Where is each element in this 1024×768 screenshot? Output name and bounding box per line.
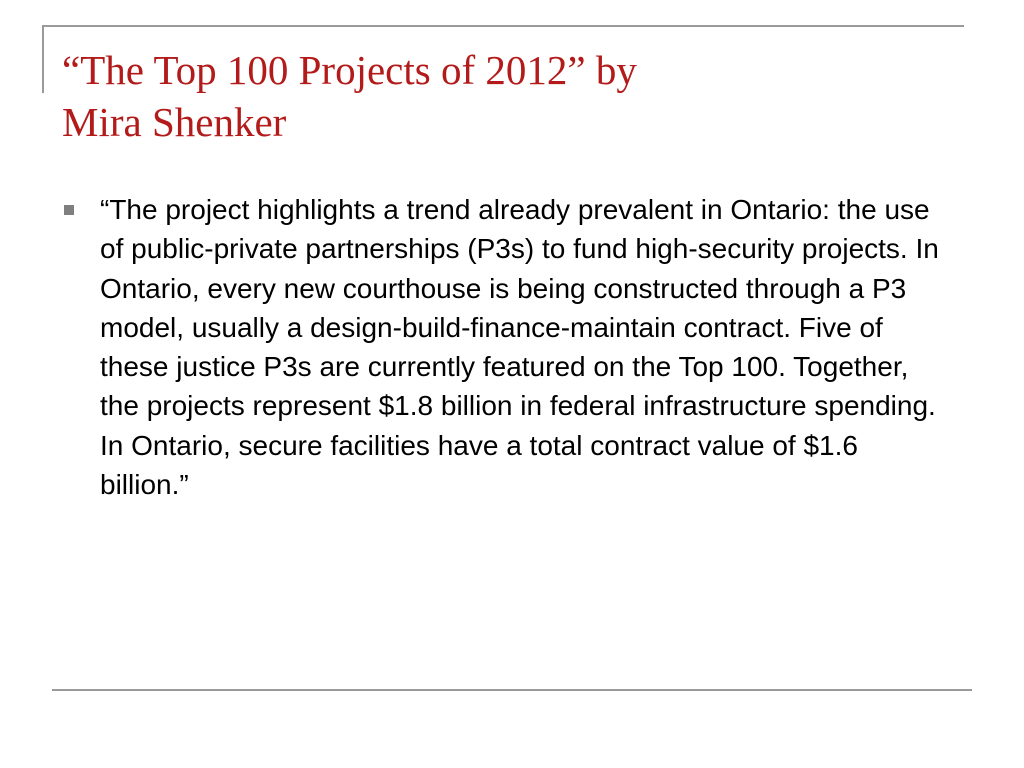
bottom-horizontal-rule <box>52 689 972 691</box>
top-vertical-rule <box>42 25 44 93</box>
slide-content <box>62 190 952 504</box>
slide-title-line-1: “The Top 100 Projects of 2012” by <box>62 47 637 93</box>
bullet-text: “The project highlights a trend already prevalent in Ontario: the use of public-private partnerships (P3s) to fund high-security projects. In Ontario, every new courthouse is being constructed through a P3 model, usually a design-build-finance-maintain contract. Five of these justice P3s are currently featured on the Top 100. Together, the projects represent $1.8 billion in federal infrastructure spending. In Ontario, secure facilities have a total contract value of $1.6 billion.” <box>100 194 939 501</box>
slide-title <box>62 44 962 148</box>
bullet-item <box>62 190 952 504</box>
square-bullet-icon <box>64 205 74 215</box>
slide-title-line-2: Mira Shenker <box>62 99 287 145</box>
top-horizontal-rule <box>42 25 964 27</box>
